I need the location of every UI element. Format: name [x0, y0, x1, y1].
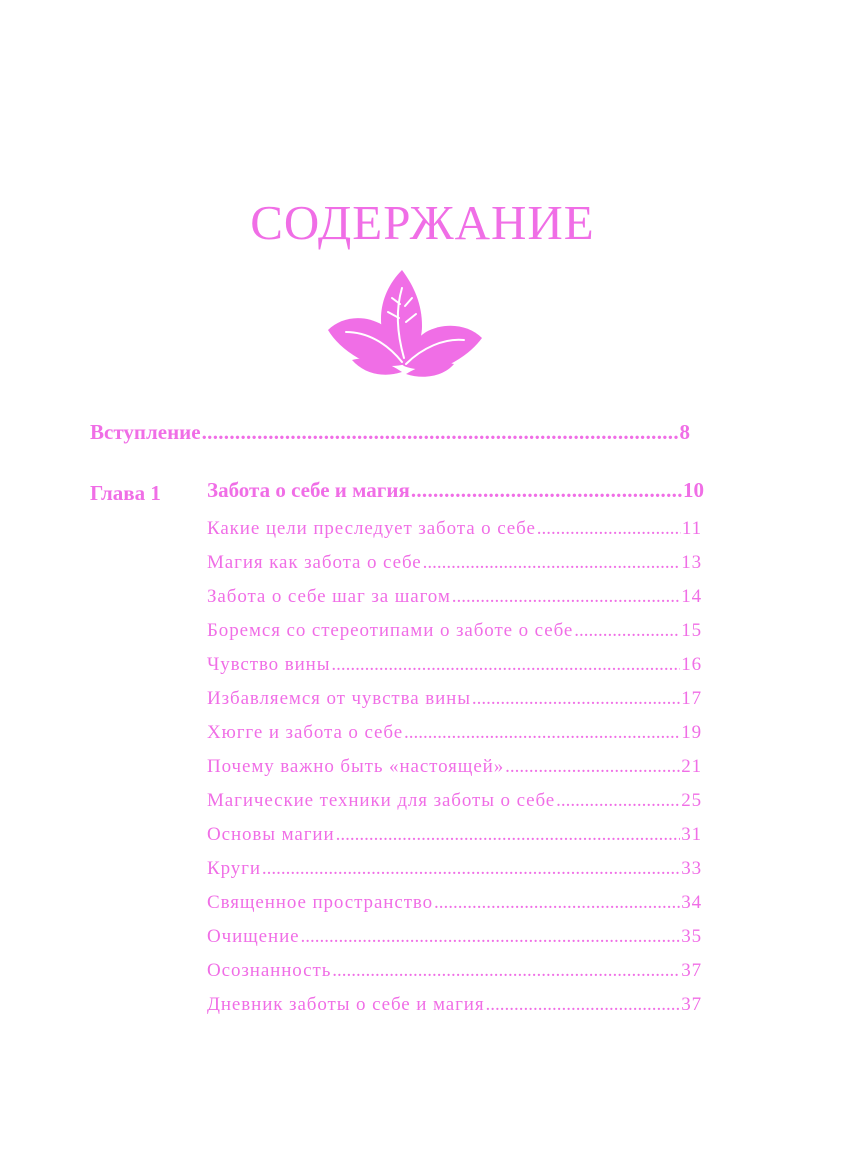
- toc-entry-page: 34: [681, 892, 702, 913]
- dot-leader: [486, 994, 681, 1016]
- toc-entry-page: 8: [679, 420, 690, 444]
- toc-entry-section[interactable]: [207, 586, 702, 608]
- toc-entry-section[interactable]: [207, 756, 702, 778]
- toc-entry-page: 37: [681, 960, 702, 981]
- toc-entry-label: Забота о себе и магия: [207, 478, 410, 502]
- toc-entry-page: 37: [681, 994, 702, 1015]
- toc-entry-section[interactable]: [207, 892, 702, 914]
- toc-entry-page: 14: [681, 586, 702, 607]
- toc-entry-section[interactable]: [207, 552, 702, 574]
- toc-entry-label: Священное пространство: [207, 892, 434, 913]
- toc-entry-section[interactable]: [207, 688, 702, 710]
- dot-leader: [505, 756, 680, 778]
- toc-entry-page: 15: [681, 620, 702, 641]
- toc-entry-label: Чувство вины: [207, 654, 331, 675]
- dot-leader: [423, 552, 681, 574]
- toc-entry-label: Магические техники для заботы о себе: [207, 790, 556, 811]
- toc-entry-section[interactable]: [207, 620, 702, 642]
- toc-entry-page: 25: [681, 790, 702, 811]
- dot-leader: [262, 858, 680, 880]
- dot-leader: [472, 688, 680, 710]
- toc-entry-page: 33: [681, 858, 702, 879]
- toc-entry-page: 16: [681, 654, 702, 675]
- toc-entry-label: Хюгге и забота о себе: [207, 722, 404, 743]
- toc-entry-section[interactable]: [207, 926, 702, 948]
- toc-entry-label: Забота о себе шаг за шагом: [207, 586, 451, 607]
- toc-entry-section[interactable]: [207, 960, 702, 982]
- toc-entry-label: Основы магии: [207, 824, 335, 845]
- dot-leader: [452, 586, 680, 608]
- toc-entry-page: 13: [681, 552, 702, 573]
- toc-entry-section[interactable]: [207, 994, 702, 1016]
- toc-entry-page: 11: [681, 518, 702, 539]
- dot-leader: [411, 478, 682, 503]
- toc-entry-section[interactable]: [207, 722, 702, 744]
- toc-entry-page: 35: [681, 926, 702, 947]
- toc-entry-page: 21: [681, 756, 702, 777]
- toc-entry-label: Дневник заботы о себе и магия: [207, 994, 485, 1015]
- page-title: СОДЕРЖАНИЕ: [250, 195, 595, 250]
- toc-entry-label: Избавляемся от чувства вины: [207, 688, 471, 709]
- toc-entry-page: 31: [681, 824, 702, 845]
- dot-leader: [336, 824, 681, 846]
- dot-leader: [202, 420, 679, 445]
- toc-entry-page: 10: [683, 478, 704, 502]
- toc-entry-section[interactable]: [207, 518, 702, 540]
- toc-entry-chapter[interactable]: [207, 478, 704, 503]
- toc-entry-page: 17: [681, 688, 702, 709]
- dot-leader: [434, 892, 680, 914]
- dot-leader: [300, 926, 680, 948]
- toc-entry-label: Магия как забота о себе: [207, 552, 422, 573]
- toc-entry-label: Осознанность: [207, 960, 332, 981]
- dot-leader: [404, 722, 680, 744]
- toc-entry-label: Боремся со стереотипами о заботе о себе: [207, 620, 574, 641]
- dot-leader: [574, 620, 680, 642]
- toc-entry-section[interactable]: [207, 824, 702, 846]
- dot-leader: [537, 518, 681, 540]
- dot-leader: [331, 654, 680, 676]
- toc-entry-label: Какие цели преследует забота о себе: [207, 518, 536, 539]
- toc-entry-label: Почему важно быть «настоящей»: [207, 756, 505, 777]
- toc-entry-section[interactable]: [207, 790, 702, 812]
- dot-leader: [332, 960, 680, 982]
- dot-leader: [556, 790, 680, 812]
- toc-entry-page: 19: [681, 722, 702, 743]
- toc-entry-label: Круги: [207, 858, 261, 879]
- toc-entry-section[interactable]: [207, 858, 702, 880]
- toc-entry-section[interactable]: [207, 654, 702, 676]
- toc-entry-intro[interactable]: [90, 420, 690, 445]
- toc-entry-label: Очищение: [207, 926, 300, 947]
- chapter-label: Глава 1: [90, 481, 161, 505]
- toc-entry-label: Вступление: [90, 420, 201, 444]
- lotus-ornament: [322, 268, 486, 380]
